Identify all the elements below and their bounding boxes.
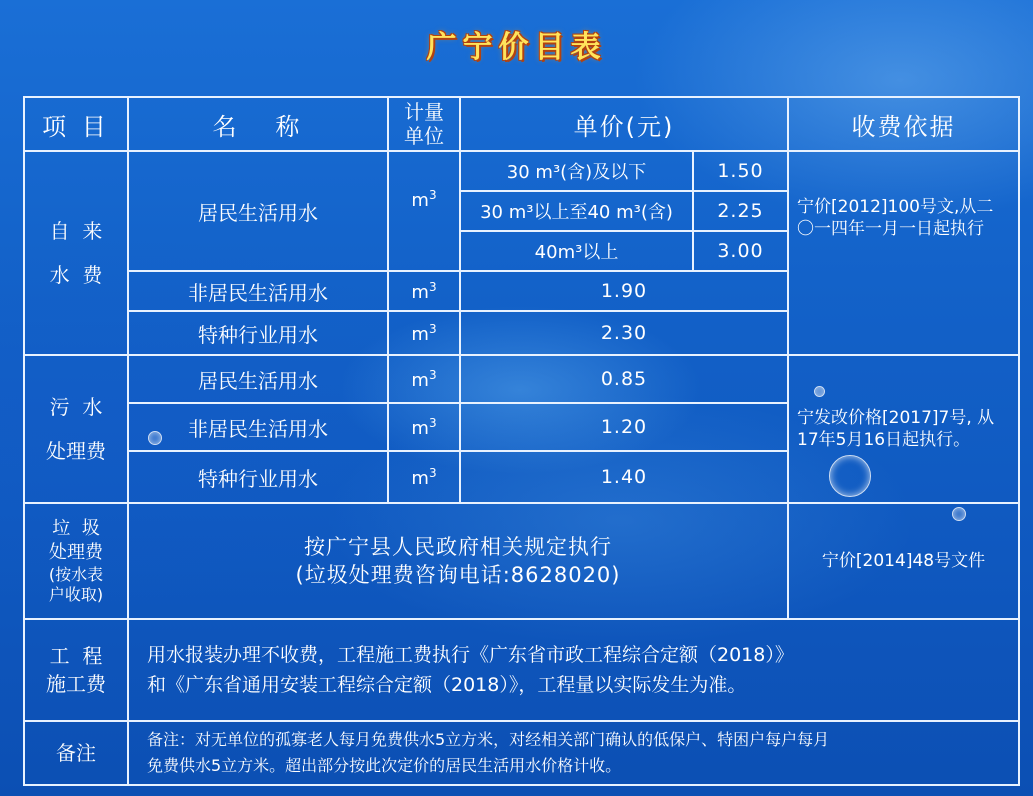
category-sewage xyxy=(24,355,128,503)
table-row xyxy=(24,355,1019,403)
bubble-decoration xyxy=(952,507,966,521)
unit-base: m xyxy=(411,323,429,345)
tier-price: 1.50 xyxy=(693,151,788,191)
price-table xyxy=(23,96,1020,786)
tier-price: 2.25 xyxy=(693,191,788,231)
sewage-non-residential-unit xyxy=(388,403,460,451)
category-line: 处理费 xyxy=(46,439,106,463)
table-row xyxy=(24,151,1019,191)
remarks-content-line1: 备注：对无单位的孤寡老人每月免费供水5立方米，对经相关部门确认的低保户、特困户每户每月 xyxy=(147,730,830,749)
table-row xyxy=(24,503,1019,619)
sewage-basis: 宁发改价格[2017]7号, 从17年5月16日起执行。 xyxy=(788,355,1019,503)
category-line: 工 程 xyxy=(49,644,103,668)
engineering-content-line1: 用水报装办理不收费，工程施工费执行《广东省市政工程综合定额（2018）》 xyxy=(147,644,794,666)
category-line: 施工费 xyxy=(46,672,106,696)
category-line: 污 水 xyxy=(49,395,103,419)
garbage-content xyxy=(128,503,788,619)
tier-range: 30 m³以上至40 m³(含) xyxy=(460,191,693,231)
water-non-residential-unit xyxy=(388,271,460,311)
sewage-special-unit xyxy=(388,451,460,503)
sewage-non-residential-price: 1.20 xyxy=(460,403,788,451)
header-price: 单价(元) xyxy=(460,97,788,151)
sewage-special-name: 特种行业用水 xyxy=(128,451,388,503)
water-non-residential-price: 1.90 xyxy=(460,271,788,311)
unit-exp: 3 xyxy=(428,279,437,294)
garbage-content-line1: 按广宁县人民政府相关规定执行 xyxy=(304,535,612,559)
water-special-name: 特种行业用水 xyxy=(128,311,388,355)
unit-base: m xyxy=(411,467,429,489)
tier-range: 40m³以上 xyxy=(460,231,693,271)
engineering-content-line2: 和《广东省通用安装工程综合定额（2018）》，工程量以实际发生为准。 xyxy=(147,674,747,696)
sewage-residential-name: 居民生活用水 xyxy=(128,355,388,403)
tier-range: 30 m³(含)及以下 xyxy=(460,151,693,191)
category-garbage xyxy=(24,503,128,619)
header-unit-line2: 单位 xyxy=(404,124,444,148)
header-unit-line1: 计量 xyxy=(404,100,444,124)
unit-base: m xyxy=(411,369,429,391)
sewage-special-price: 1.40 xyxy=(460,451,788,503)
water-special-price: 2.30 xyxy=(460,311,788,355)
unit-exp: 3 xyxy=(428,321,437,336)
unit-exp: 3 xyxy=(428,415,437,430)
garbage-content-line2: (垃圾处理费咨询电话:8628020) xyxy=(295,563,621,587)
category-water-supply xyxy=(24,151,128,355)
unit-exp: 3 xyxy=(428,367,437,382)
bubble-decoration xyxy=(814,386,825,397)
category-line: (按水表 xyxy=(48,565,104,584)
water-residential-unit xyxy=(388,151,460,271)
header-basis: 收费依据 xyxy=(788,97,1019,151)
category-line: 垃 圾 xyxy=(52,518,100,539)
table-row xyxy=(24,721,1019,785)
sewage-residential-price: 0.85 xyxy=(460,355,788,403)
unit-base: m xyxy=(411,417,429,439)
remarks-content-line2: 免费供水5立方米。超出部分按此次定价的居民生活用水价格计收。 xyxy=(147,756,622,775)
water-non-residential-name: 非居民生活用水 xyxy=(128,271,388,311)
category-line: 自 来 xyxy=(49,219,103,243)
bubble-decoration xyxy=(829,455,871,497)
table-header-row xyxy=(24,97,1019,151)
garbage-basis: 宁价[2014]48号文件 xyxy=(788,503,1019,619)
bubble-decoration xyxy=(148,431,162,445)
category-line: 处理费 xyxy=(49,542,103,563)
category-line: 户收取) xyxy=(48,585,104,604)
category-remarks: 备注 xyxy=(24,721,128,785)
engineering-content xyxy=(128,619,1019,721)
sewage-residential-unit xyxy=(388,355,460,403)
water-residential-name: 居民生活用水 xyxy=(128,151,388,271)
unit-base: m xyxy=(411,281,429,303)
header-item: 项 目 xyxy=(24,97,128,151)
remarks-content xyxy=(128,721,1019,785)
page-title: 广宁价目表 xyxy=(426,30,607,65)
sewage-non-residential-name: 非居民生活用水 xyxy=(128,403,388,451)
unit-exp: 3 xyxy=(428,465,437,480)
water-supply-basis: 宁价[2012]100号文,从二〇一四年一月一日起执行 xyxy=(788,151,1019,355)
unit-exp: 3 xyxy=(428,188,437,202)
header-unit xyxy=(388,97,460,151)
category-line: 水 费 xyxy=(49,263,103,287)
tier-price: 3.00 xyxy=(693,231,788,271)
category-engineering xyxy=(24,619,128,721)
table-row xyxy=(24,619,1019,721)
unit-base: m xyxy=(411,190,429,211)
water-special-unit xyxy=(388,311,460,355)
header-name: 名 称 xyxy=(128,97,388,151)
